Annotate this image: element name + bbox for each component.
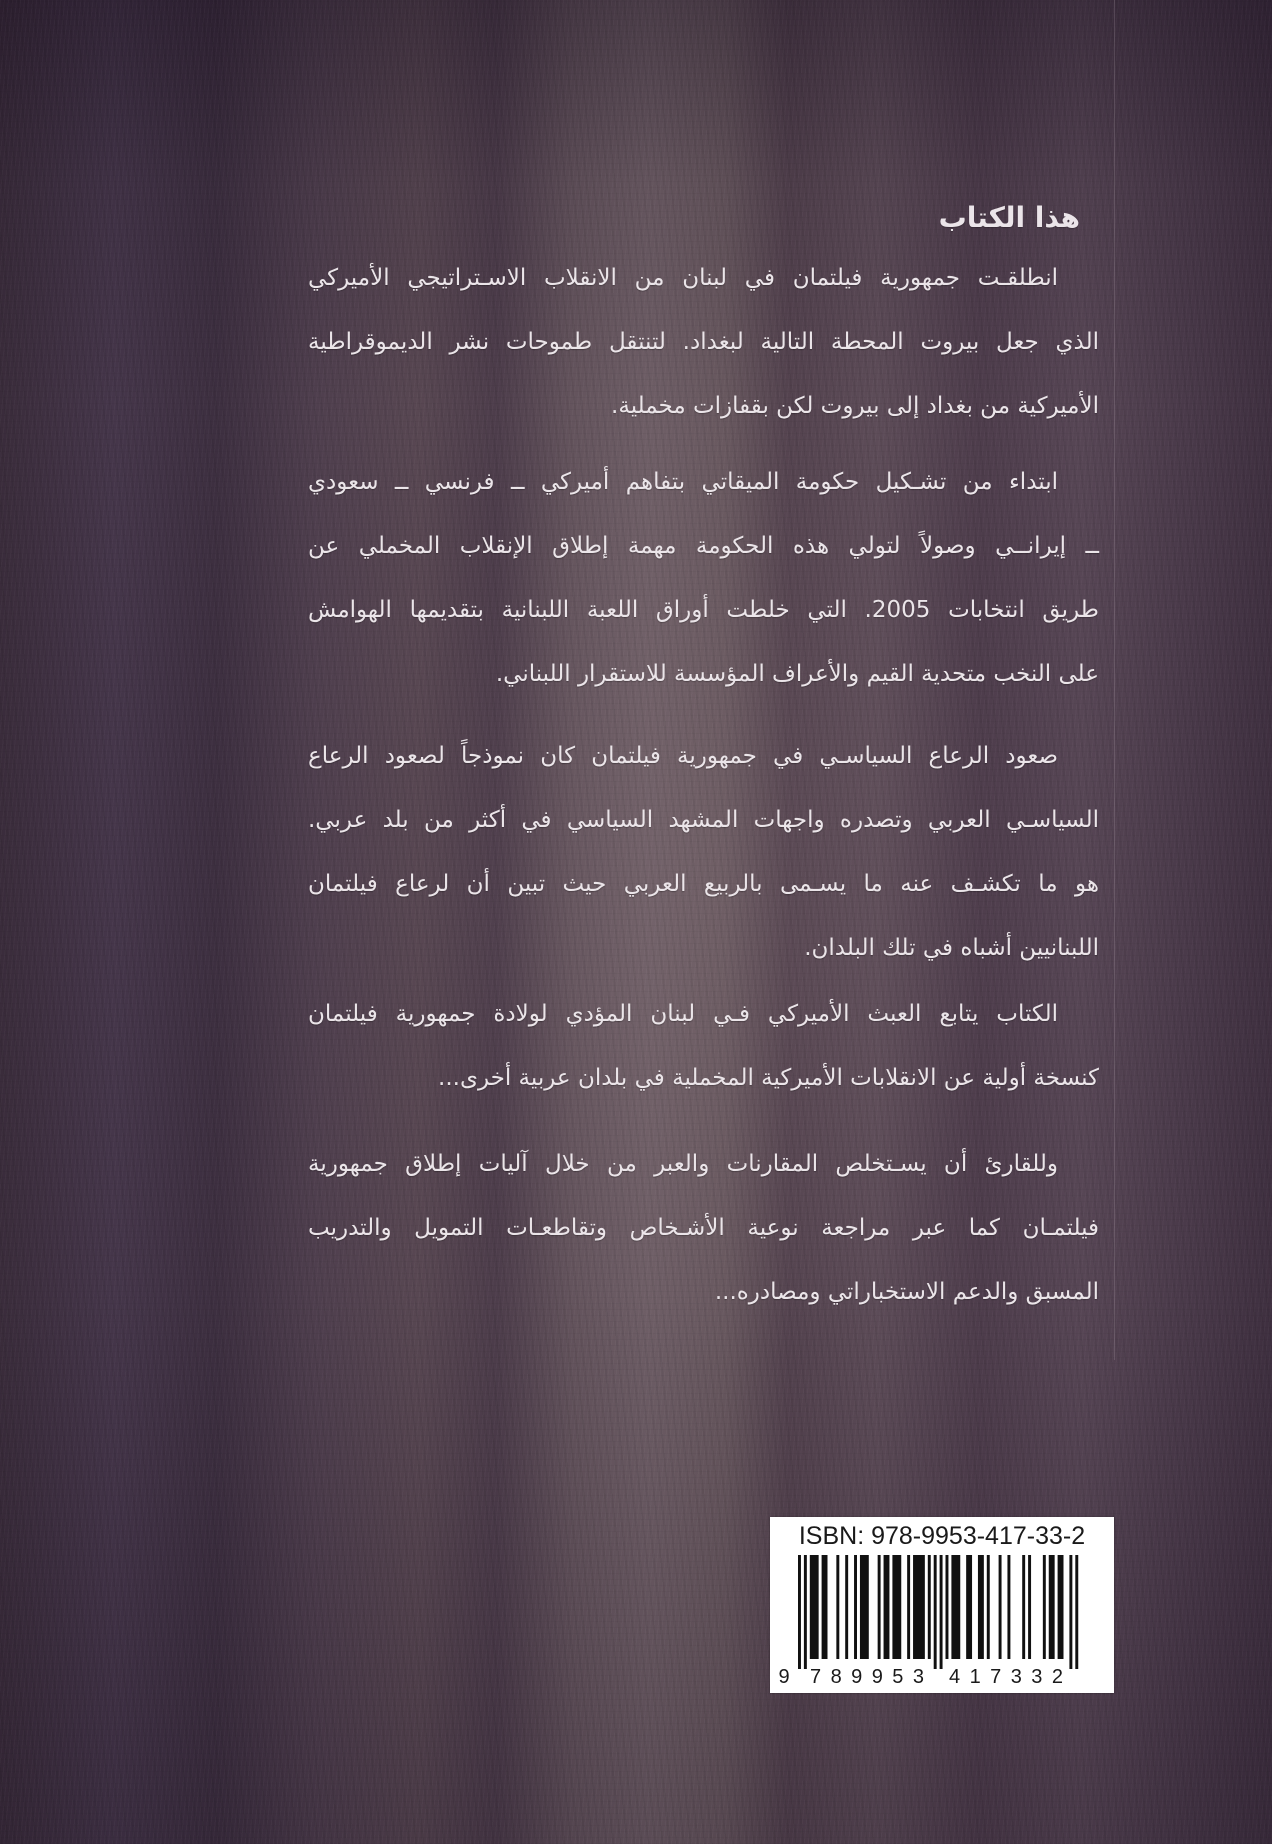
blurb-paragraph [308,246,1099,438]
barcode-bar [946,1555,949,1659]
blurb-line: طريق انتخابات 2005. التي خلطت أوراق اللعبة اللبنانية بتقديمها الهوامش [308,597,1099,623]
blurb-line: هو ما تكشـف عنه ما يسـمى بالربيع العربي حيث تبين أن لرعاع فيلتمان [308,871,1099,897]
blurb-line: الكتاب يتابع العبث الأميركي فـي لبنان المؤدي لولادة جمهورية فيلتمان [308,1001,1058,1027]
blurb-line: انطلقـت جمهورية فيلتمان في لبنان من الانقلاب الاسـتراتيجي الأميركي [308,265,1058,291]
barcode-bar [836,1555,839,1659]
barcode-bar [892,1555,901,1659]
barcode [770,1555,1114,1691]
barcode-bar [951,1555,960,1659]
blurb-paragraph [308,450,1099,706]
barcode-bar [1058,1555,1064,1659]
barcode-bar [1043,1555,1046,1659]
blurb-paragraph [308,1132,1099,1324]
barcode-bar [907,1555,910,1659]
barcode-bar [1007,1555,1010,1659]
barcode-bar [854,1555,857,1659]
barcode-bar [804,1555,807,1669]
barcode-digits-right: 417332 [949,1666,1063,1688]
barcode-bar [1069,1555,1072,1669]
blurb-line: الذي جعل بيروت المحطة التالية لبغداد. لتنتقل طموحات نشر الديموقراطية [308,329,1099,355]
blurb-line: كنسخة أولية عن الانقلابات الأميركية المخملية في بلدان عربية أخرى... [438,1065,1099,1091]
barcode-bar [810,1555,819,1659]
blurb-line: الأميركية من بغداد إلى بيروت لكن بقفازات مخملية. [611,393,1099,419]
barcode-digits-left: 789953 [810,1666,924,1688]
blurb-paragraph [308,982,1099,1110]
blurb-heading: هذا الكتاب [938,201,1080,234]
blurb [308,0,1099,1400]
blurb-line: فيلتمـان كما عبر مراجعة نوعية الأشـخاص وتقاطعـات التمويل والتدريب [308,1215,1099,1241]
blurb-line: ــ إيرانــي وصولاً لتولي هذه الحكومة مهمة إطلاق الإنقلاب المخملي عن [308,533,1099,559]
isbn-barcode-box [770,1517,1114,1693]
isbn-label: ISBN: 978-9953-417-33-2 [798,1522,1086,1550]
barcode-bar [987,1555,990,1659]
blurb-line: على النخب متحدية القيم والأعراف المؤسسة للاستقرار اللبناني. [495,661,1099,687]
barcode-bar [940,1555,943,1669]
barcode-bar [845,1555,848,1659]
vertical-rule [1114,0,1115,1360]
barcode-bar [1049,1555,1055,1659]
barcode-bar [1075,1555,1078,1669]
barcode-bar [928,1555,931,1659]
barcode-bar [913,1555,925,1659]
blurb-line: وللقارئ أن يسـتخلص المقارنات والعبر من خلال آليات إطلاق جمهورية [308,1151,1058,1177]
barcode-bar [1022,1555,1025,1659]
blurb-paragraph [308,724,1099,980]
barcode-digit-lead: 9 [778,1666,790,1688]
blurb-line: صعود الرعاع السياسـي في جمهورية فيلتمان كان نموذجاً لصعود الرعاع [308,743,1058,769]
barcode-bar [822,1555,828,1659]
barcode-bar [1028,1555,1031,1659]
barcode-bar [798,1555,801,1669]
barcode-bars [798,1555,1078,1669]
blurb-line: اللبنانيين أشباه في تلك البلدان. [804,935,1099,961]
barcode-bar [966,1555,972,1659]
blurb-line: المسبق والدعم الاستخباراتي ومصادره... [714,1279,1099,1305]
barcode-bar [878,1555,881,1659]
barcode-bar [978,1555,984,1659]
blurb-line: السياسـي العربي وتصدره واجهات المشهد السياسي في أكثر من بلد عربي. [308,807,1099,833]
barcode-bar [934,1555,937,1669]
barcode-bar [884,1555,890,1659]
barcode-bar [999,1555,1002,1659]
blurb-line: ابتداء من تشـكيل حكومة الميقاتي بتفاهم أميركي ــ فرنسي ــ سعودي [308,469,1058,495]
barcode-bar [860,1555,869,1659]
